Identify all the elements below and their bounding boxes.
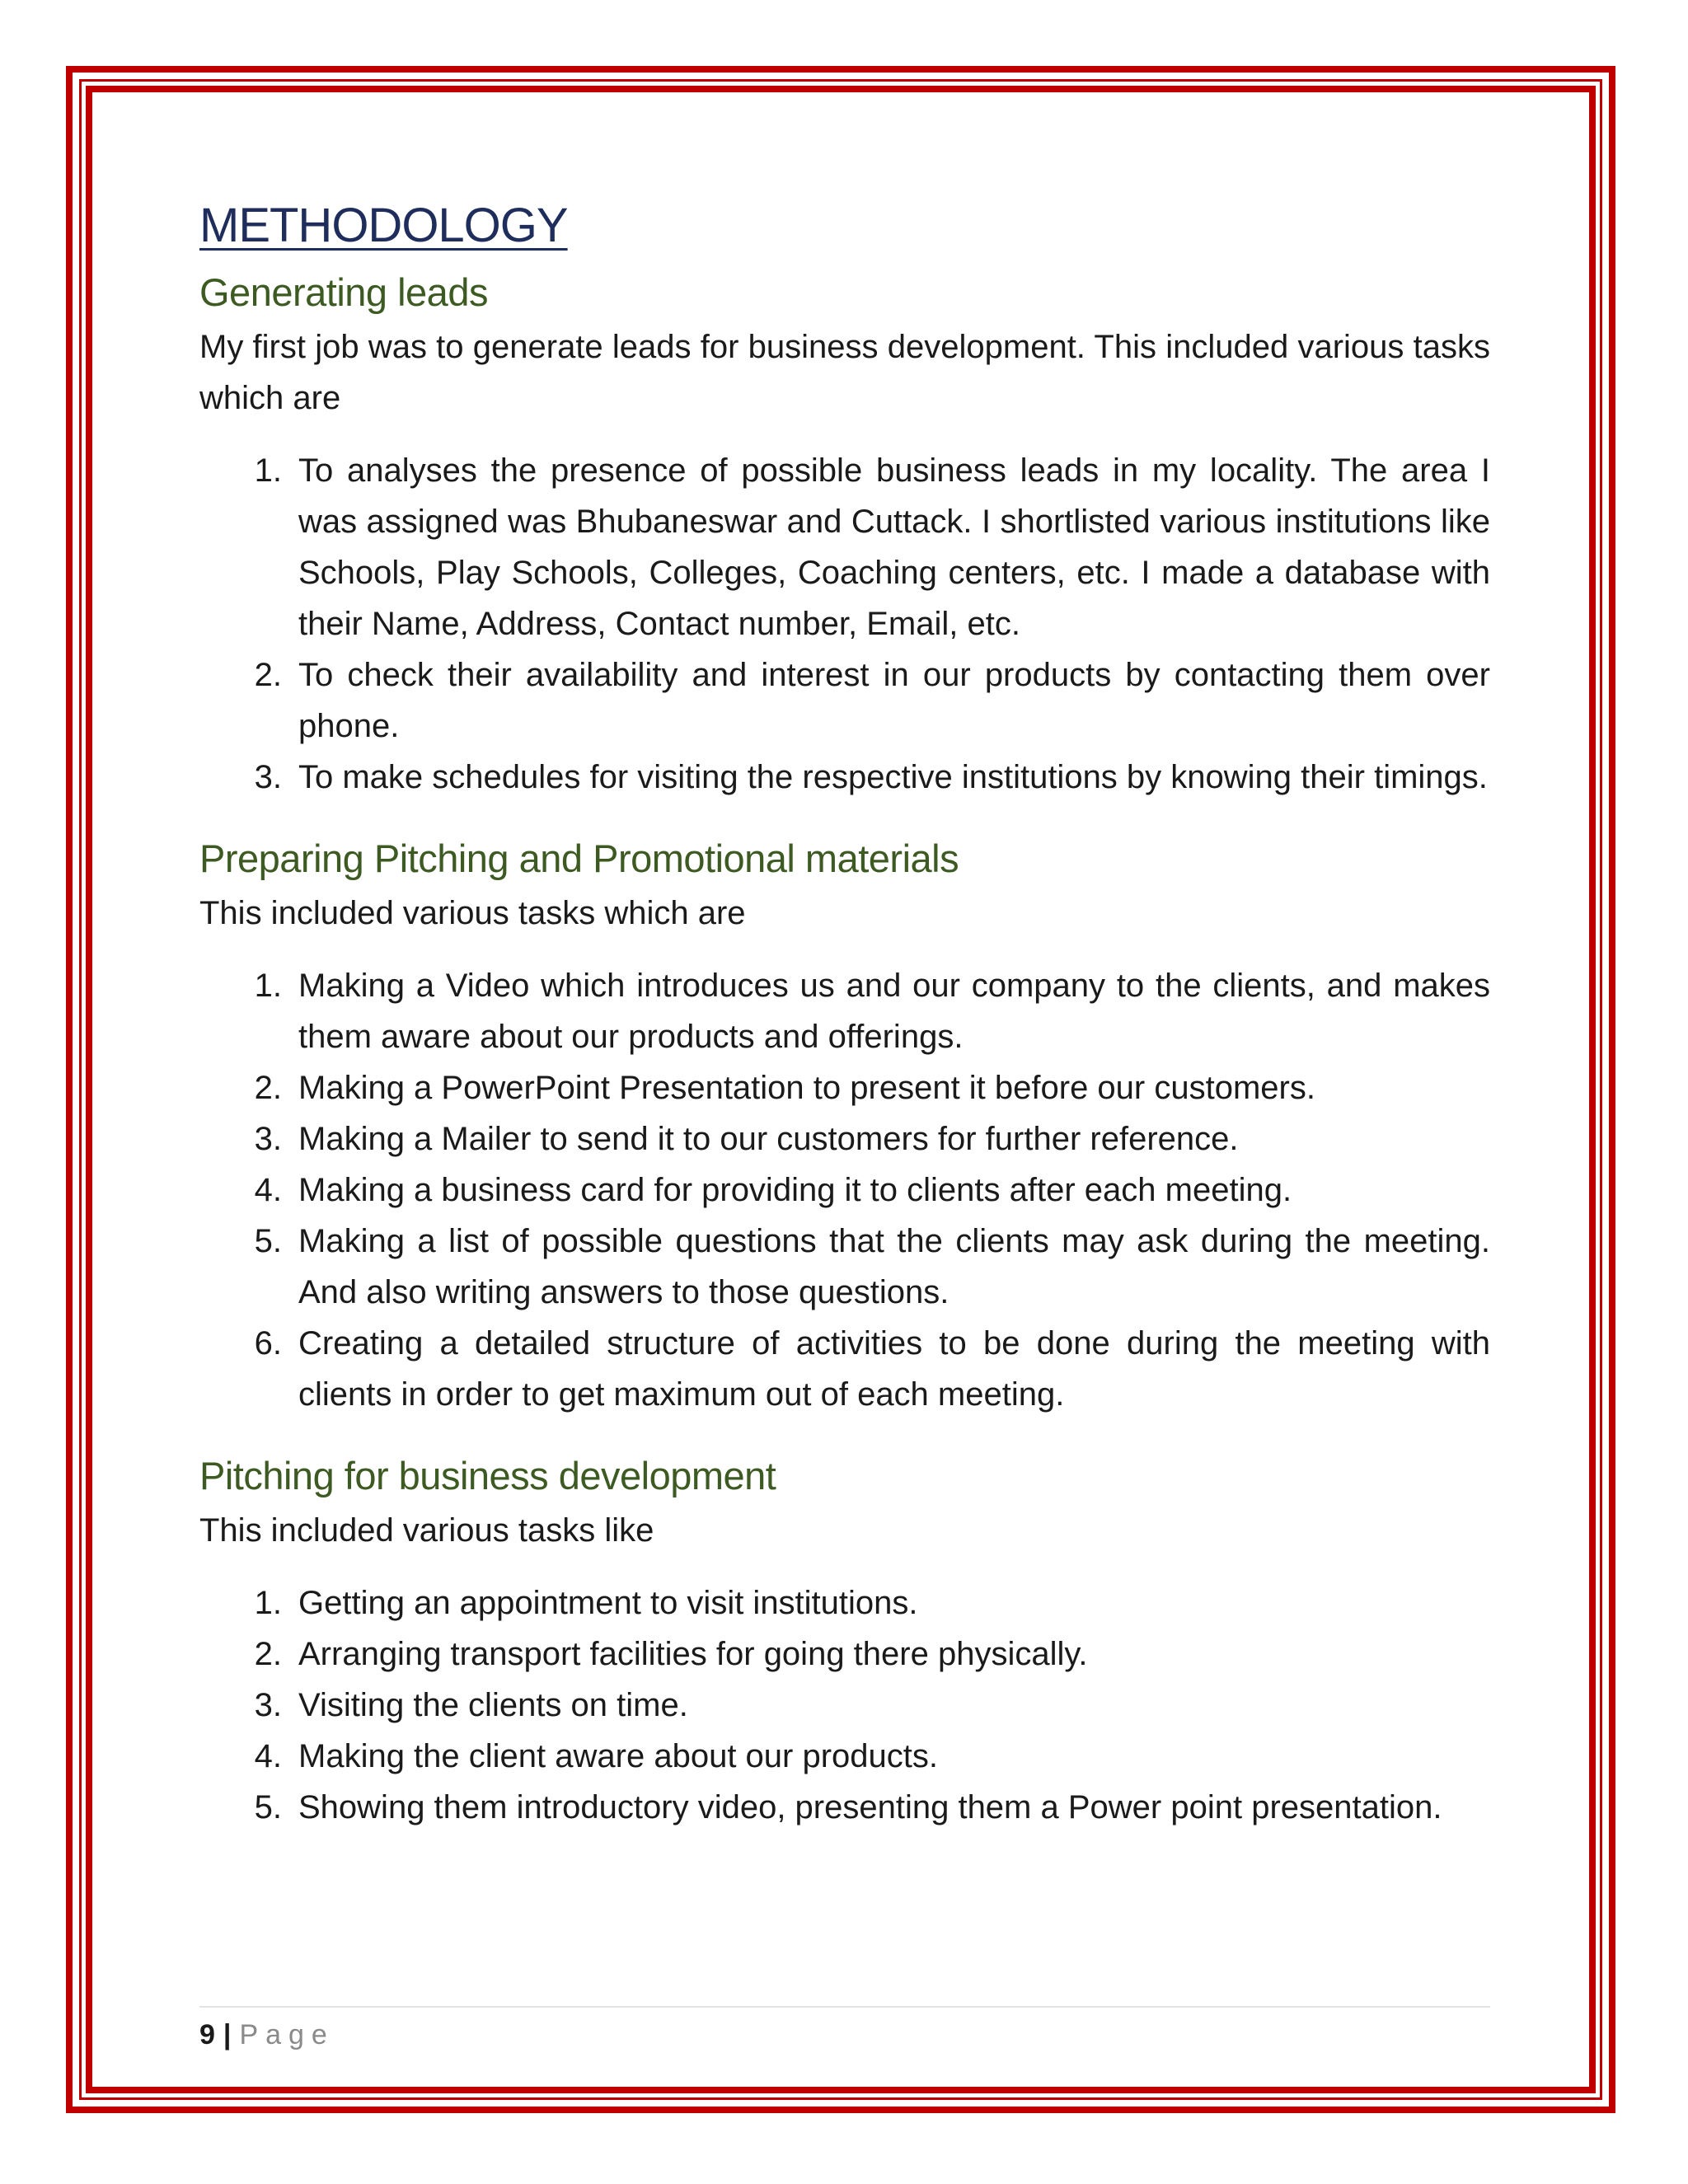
list-item xyxy=(199,1318,1490,1420)
list-item xyxy=(199,1113,1490,1165)
list-number: 1. xyxy=(254,1585,282,1621)
list-text: Making the client aware about our products. xyxy=(298,1738,938,1774)
list-number: 1. xyxy=(254,968,282,1004)
list-item xyxy=(199,960,1490,1062)
section-heading: Preparing Pitching and Promotional materials xyxy=(199,837,959,880)
section-heading: Pitching for business development xyxy=(199,1454,776,1497)
numbered-list xyxy=(199,960,1490,1420)
page-footer xyxy=(199,2006,1490,2051)
list-number: 2. xyxy=(254,1636,282,1672)
list-item xyxy=(199,1629,1490,1680)
list-item xyxy=(199,752,1490,803)
list-text: Creating a detailed structure of activities to be done during the meeting with clients in order to get maximum out of each meeting. xyxy=(298,1325,1490,1413)
list-number: 5. xyxy=(254,1223,282,1259)
list-text: Making a Mailer to send it to our customers for further reference. xyxy=(298,1121,1239,1157)
page-label: Page xyxy=(239,2019,335,2050)
list-item xyxy=(199,1165,1490,1216)
section-intro: This included various tasks like xyxy=(199,1512,654,1549)
list-item xyxy=(199,1062,1490,1113)
list-number: 3. xyxy=(254,1121,282,1157)
section-intro: This included various tasks which are xyxy=(199,895,746,931)
list-text: Visiting the clients on time. xyxy=(298,1687,688,1723)
list-text: Making a business card for providing it to clients after each meeting. xyxy=(298,1172,1292,1208)
list-number: 1. xyxy=(254,452,282,489)
list-text: Making a Video which introduces us and our company to the clients, and makes them aware about our products and offerings. xyxy=(298,968,1490,1055)
list-text: Showing them introductory video, presenting them a Power point presentation. xyxy=(298,1789,1442,1825)
numbered-list xyxy=(199,445,1490,803)
list-number: 6. xyxy=(254,1325,282,1361)
list-number: 4. xyxy=(254,1172,282,1208)
page-number: 9 xyxy=(199,2019,215,2050)
list-text: Making a PowerPoint Presentation to present it before our customers. xyxy=(298,1070,1315,1106)
section-pitching-materials xyxy=(199,836,1490,1420)
numbered-list xyxy=(199,1577,1490,1833)
list-number: 3. xyxy=(254,1687,282,1723)
page-title: METHODOLOGY xyxy=(199,199,568,252)
list-item xyxy=(199,1731,1490,1782)
page-content xyxy=(199,198,1490,1866)
list-text: To analyses the presence of possible business leads in my locality. The area I was assigned was Bhubaneswar and Cuttack. I shortlisted various institutions like Schools, Play Schools, Colleges, Coaching centers, etc. I made a database with their Name, Address, Contact number, Email, etc. xyxy=(298,452,1490,642)
list-number: 5. xyxy=(254,1789,282,1825)
list-number: 2. xyxy=(254,657,282,693)
list-number: 3. xyxy=(254,759,282,795)
list-item xyxy=(199,1577,1490,1629)
page-separator: | xyxy=(223,2019,232,2050)
list-text: To check their availability and interest in our products by contacting them over phone. xyxy=(298,657,1490,744)
list-text: Getting an appointment to visit institutions. xyxy=(298,1585,918,1621)
section-heading: Generating leads xyxy=(199,270,488,314)
section-pitching-business-development xyxy=(199,1453,1490,1833)
section-generating-leads xyxy=(199,269,1490,803)
list-item xyxy=(199,1782,1490,1833)
list-text: Making a list of possible questions that the clients may ask during the meeting. And also writing answers to those questions. xyxy=(298,1223,1490,1310)
list-item xyxy=(199,445,1490,649)
list-item xyxy=(199,1216,1490,1318)
list-text: Arranging transport facilities for going there physically. xyxy=(298,1636,1088,1672)
section-intro: My first job was to generate leads for business development. This included various tasks which are xyxy=(199,329,1490,416)
list-item xyxy=(199,649,1490,752)
list-number: 2. xyxy=(254,1070,282,1106)
list-item xyxy=(199,1680,1490,1731)
list-number: 4. xyxy=(254,1738,282,1774)
list-text: To make schedules for visiting the respective institutions by knowing their timings. xyxy=(298,759,1488,795)
